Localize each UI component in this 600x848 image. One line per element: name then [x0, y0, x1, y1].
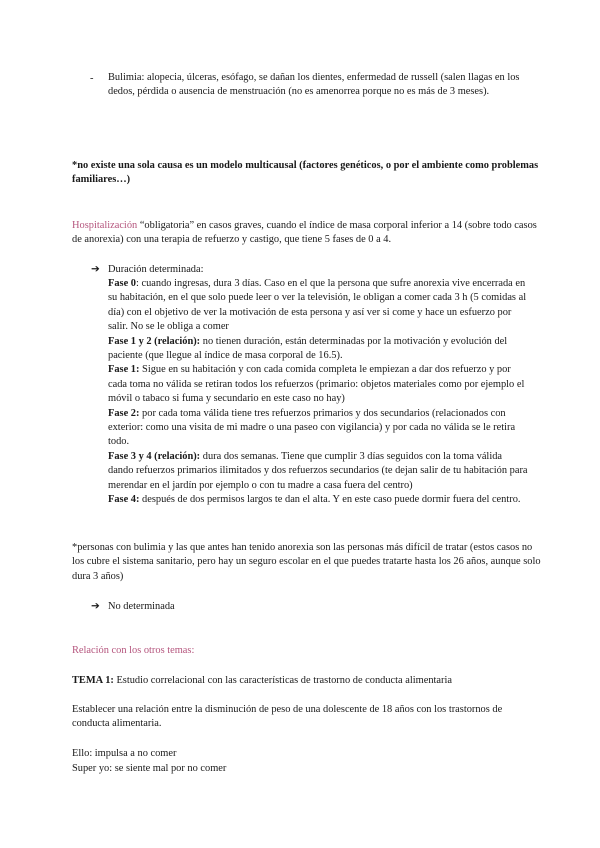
ello-line: Ello: impulsa a no comer: [72, 748, 177, 759]
bulimia-treatment-note: *personas con bulimia y las que antes han tenido anorexia son las personas más difícil de tratar (estos casos no los cubre el sistema sanitario, pero hay un seguro escolar en el que puedes tratarte hasta los 26 años, aunque solo dura 3 años): [72, 542, 541, 582]
bulimia-paragraph: Bulimia: alopecia, úlceras, esófago, se dañan los dientes, enfermedad de russell (salen llagas en los dedos, pérdida o ausencia de menstruación (no es amenorrea porque no es más de 3 meses).: [108, 72, 520, 98]
fase-text: Sigue en su habitación y con cada comida completa le empiezan a dar dos refuerzo y por cada toma no válida se retiran todos los refuerzos (primario: objetos materiales como por ejemplo el móvil o tabaco si fuma y secundario en este caso no hay): [108, 364, 525, 405]
superyo-line: Super yo: se siente mal por no comer: [72, 763, 227, 774]
hospitalizacion-paragraph: [72, 219, 542, 248]
fase-item: [108, 450, 528, 493]
fase-item: [108, 493, 528, 507]
fase-text: no tienen duración, están determinadas por la motivación y evolución del paciente (que llegue al índice de masa corporal de 16.5).: [108, 335, 508, 362]
fase-label: Fase 4:: [108, 494, 140, 506]
fase-item: [108, 363, 528, 406]
no-determinada: No determinada: [108, 601, 175, 612]
arrow-icon: ➔: [91, 601, 100, 612]
fase-label: Fase 3 y 4 (relación):: [108, 450, 201, 462]
hospitalizacion-label: Hospitalización: [72, 220, 138, 231]
fase-text: por cada toma válida tiene tres refuerzos primarios y dos secundarios (relacionados con exterior: como una visita de mi madre o una paseo con vigilancia) y por cada no válida se le retira todo.: [108, 407, 516, 448]
fase-text: dura dos semanas. Tiene que cumplir 3 días seguidos con la toma válida dando refuerzos primarios ilimitados y dos refuerzos secundarios (te dejan salir de tu habitación para merendar en el jardín por ejemplo o con tu madre a casa fuera del centro): [108, 450, 528, 491]
fase-label: Fase 1 y 2 (relación):: [108, 335, 201, 347]
tema1-paragraph: [72, 674, 542, 688]
multicausal-note: *no existe una sola causa es un modelo multicausal (factores genéticos, o por el ambiente como problemas familiares…): [72, 160, 539, 186]
fase-label: Fase 2:: [108, 407, 140, 419]
tema1-label: TEMA 1:: [72, 675, 114, 686]
hospitalizacion-text: “obligatoria” en casos graves, cuando el índice de masa corporal inferior a 14 (sobre todo casos de anorexia) con una terapia de refuerzo y castigo, que tiene 5 fases de 0 a 4.: [72, 220, 537, 246]
fase-item: [108, 277, 528, 335]
establecer-paragraph: Establecer una relación entre la disminución de peso de una dolescente de 18 años con los trastornos de conducta alimentaria.: [72, 704, 503, 730]
fase-label: Fase 1:: [108, 364, 140, 376]
fase-item: [108, 407, 528, 450]
bullet-dash: -: [90, 73, 94, 84]
fase-text: : cuando ingresas, dura 3 días. Caso en el que la persona que sufre anorexia vive encerrada en su habitación, en el que solo puede leer o ver la televisión, le obligan a comer cada 3 h (5 comidas al día) con el objetivo de ver la motivación de esta persona y así ver si come y hace un esfuerzo por salir. No se le obliga a comer: [108, 278, 527, 333]
fase-text: después de dos permisos largos te dan el alta. Y en este caso puede dormir fuera del centro.: [139, 494, 521, 506]
arrow-icon: ➔: [91, 264, 100, 275]
duracion-title: Duración determinada:: [108, 264, 204, 275]
relacion-heading: Relación con los otros temas:: [72, 645, 195, 656]
fase-item: [108, 335, 528, 364]
tema1-text: Estudio correlacional con las características de trastorno de conducta alimentaria: [113, 675, 452, 686]
fases-list: [108, 277, 528, 508]
fase-label: Fase 0: [108, 278, 136, 289]
